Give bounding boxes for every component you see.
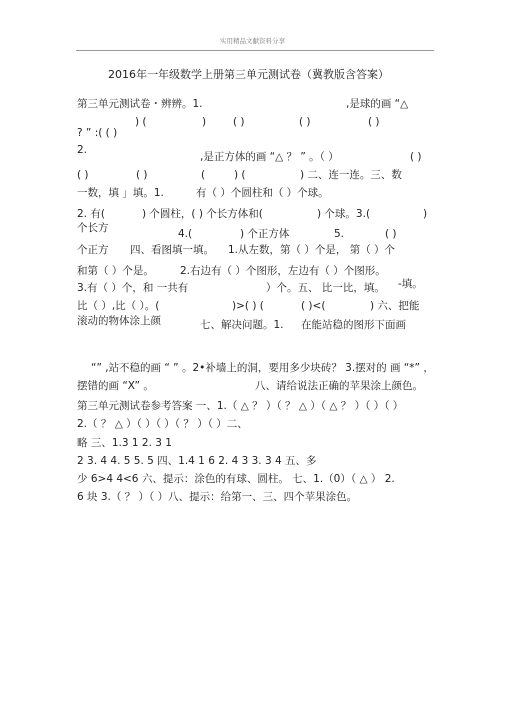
text-line: ( ) [385, 228, 397, 240]
text-line: 比（ ）,比（ ）。( [77, 300, 160, 312]
text-line: )>( ) ( [232, 300, 264, 312]
text-line: ( ) [136, 169, 148, 181]
text-line: ( ) [368, 116, 380, 128]
text-line: 少 6>4 4<6 六、提示：涂色的有球、圆柱。 七、1.（0）（ △ ） 2. [77, 473, 395, 485]
page-header: 实用精品文献资料分享 [220, 37, 285, 45]
text-line: ) [202, 116, 207, 128]
text-line: 2 3. 4 4. 5 5. 5 四、1.4 1 6 2. 4 3 3. 3 4 五、多 [77, 455, 317, 467]
text-line: ? ” :( ( ) [77, 127, 118, 139]
text-line: ( ) [299, 116, 311, 128]
text-line: 八、请给说法正确的苹果涂上颜色。 [255, 380, 423, 392]
text-line: ( ) [410, 151, 422, 163]
text-line: 6 块 3.（ ？ ）（ ）八、提示：给第一、三、四个苹果涂色。 [77, 491, 358, 503]
text-line: ) 二、连一连。三、数 [300, 169, 402, 181]
text-line: ( )<( [301, 300, 326, 312]
text-line: ( ) [77, 169, 89, 181]
text-line: 和第（ ）个是。 [77, 265, 154, 277]
text-line: 七、解决问题。1. [200, 319, 284, 331]
text-line: 5. [334, 228, 345, 240]
text-line: -填。 [398, 278, 423, 290]
text-line: 第三单元测试卷・辨辨。1. [77, 98, 203, 110]
text-line: ( ) [233, 116, 245, 128]
text-line: ) ( [234, 169, 246, 181]
text-line: ) 个正方体 [240, 228, 290, 240]
text-line: ) 六、把能 [370, 300, 420, 312]
text-line: 滚动的物体涂上颜 [77, 315, 161, 327]
text-line: ,是正方体的画 “△ ？ ” 。（ ） [200, 151, 339, 163]
text-line: 2. [77, 144, 88, 156]
text-line: 2.右边有（ ）个图形，左边有（ ）个图形。 [180, 265, 386, 277]
text-line: ) 个圆柱，( ) 个长方体和( [142, 208, 263, 220]
header-rule [76, 50, 434, 51]
text-line: 1.从左数，第（ ）个是， 第（ ）个 [228, 244, 396, 256]
text-line: 四、看图填一填。 [130, 244, 214, 256]
text-line: 略 三、1.3 1 2. 3 1 [77, 437, 172, 449]
text-line: 一数，填 」填。1. [77, 187, 164, 199]
text-line: ) ( [135, 116, 147, 128]
text-line: 个长方 [77, 222, 109, 234]
text-line: ) [423, 208, 428, 220]
text-line: 第三单元测试卷参考答案 一、1.（ △ ？ ）（ ？ △ ）（ △ ？ ）（ ）（ ） [77, 400, 404, 412]
text-line: 摆错的画 “X” 。 [77, 380, 154, 392]
text-line: ,是球的画 “△ [346, 98, 409, 110]
text-line: ) 个球。3.( [317, 208, 371, 220]
text-line: ( [201, 169, 206, 181]
text-line: 3.有（ ）个，和 一共有 [77, 282, 189, 294]
text-line: “” ,站不稳的画 “ ” 。2•补墙上的洞，要用多少块砖？ 3.摆对的 画 “*” ， [91, 362, 434, 374]
text-line: 个正方 [77, 244, 109, 256]
text-line: 2.（ ？ △ ）（ ）（ ）（ ？ ）（ ）二、 [77, 418, 248, 430]
text-line: 在能站稳的图形下面画 [301, 319, 406, 331]
text-line: ）个。五、 比一比，填。 [266, 282, 385, 294]
text-line: 4.( [178, 228, 193, 240]
document-title: 2016年一年级数学上册第三单元测试卷（冀教版含答案） [108, 68, 389, 81]
text-line: 有（ ）个圆柱和（ ）个球。 [196, 187, 329, 199]
text-line: 2. 有( [77, 208, 105, 220]
